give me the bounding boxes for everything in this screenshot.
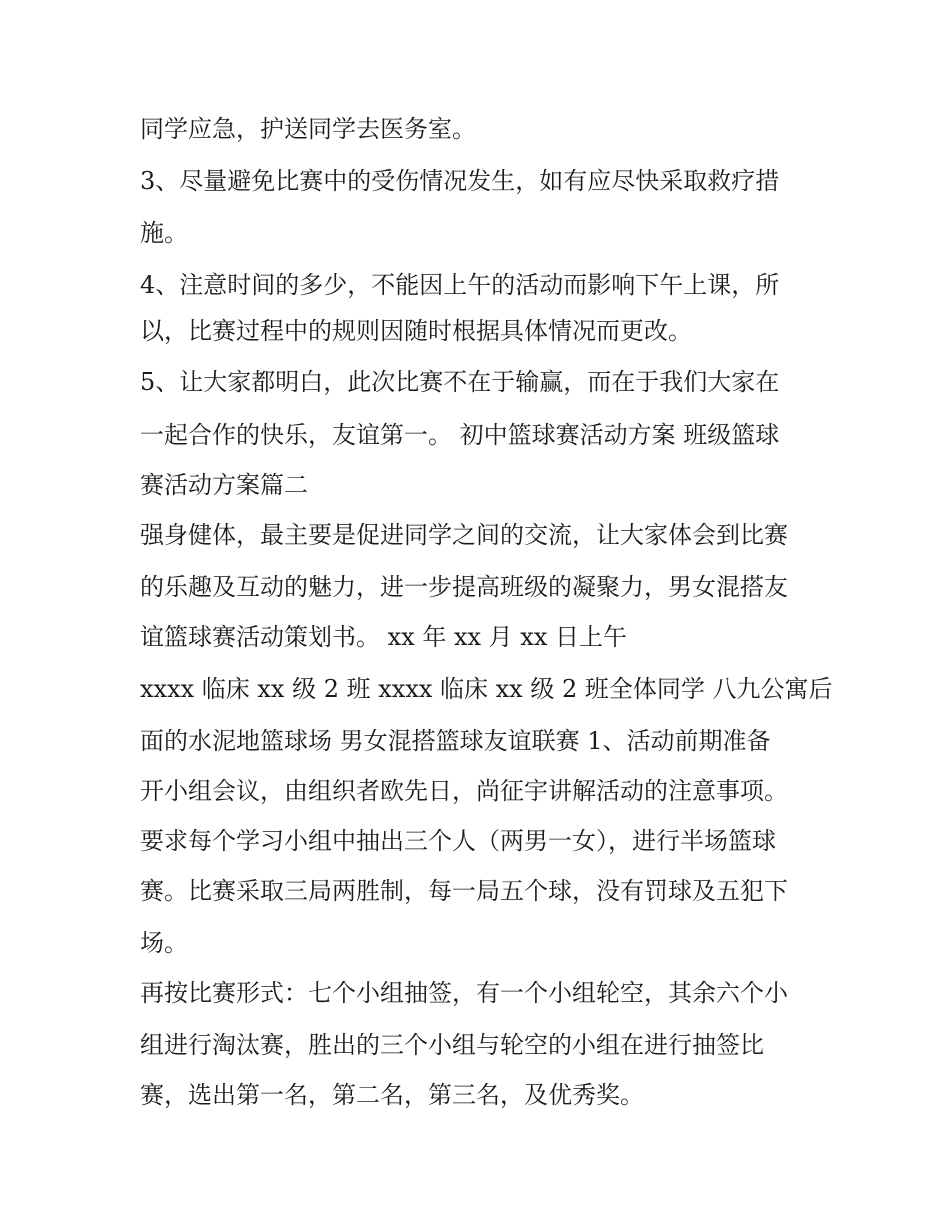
- text-line: 施。: [140, 219, 188, 247]
- text-line: 要求每个学习小组中抽出三个人（两男一女），进行半场篮球: [140, 827, 776, 855]
- text-line: 面的水泥地篮球场 男女混搭篮球友谊联赛 1、活动前期准备: [140, 727, 771, 755]
- text-line: 同学应急，护送同学去医务室。: [140, 115, 476, 143]
- text-line: 赛活动方案篇二: [140, 471, 308, 499]
- text-line: 赛。比赛采取三局两胜制，每一局五个球，没有罚球及五犯下: [140, 877, 788, 905]
- text-line: 3、尽量避免比赛中的受伤情况发生，如有应尽快采取救疗措: [140, 167, 780, 195]
- text-line: 组进行淘汰赛，胜出的三个小组与轮空的小组在进行抽签比: [140, 1031, 764, 1059]
- text-line: 4、注意时间的多少，不能因上午的活动而影响下午上课，所: [140, 271, 780, 299]
- text-line: xxxx 临床 xx 级 2 班 xxxx 临床 xx 级 2 班全体同学 八九公寓后: [140, 675, 833, 703]
- text-line: 开小组会议，由组织者欧先日，尚征宇讲解活动的注意事项。: [140, 777, 788, 805]
- text-line: 谊篮球赛活动策划书。 xx 年 xx 月 xx 日上午: [140, 623, 627, 651]
- text-line: 赛，选出第一名，第二名，第三名，及优秀奖。: [140, 1081, 644, 1109]
- text-line: 的乐趣及互动的魅力，进一步提高班级的凝聚力，男女混搭友: [140, 573, 788, 601]
- text-line: 再按比赛形式：七个小组抽签，有一个小组轮空，其余六个小: [140, 979, 788, 1007]
- text-line: 以，比赛过程中的规则因随时根据具体情况而更改。: [140, 317, 692, 345]
- text-line: 强身健体，最主要是促进同学之间的交流，让大家体会到比赛: [140, 521, 788, 549]
- text-line: 场。: [140, 929, 188, 957]
- text-line: 5、让大家都明白，此次比赛不在于输赢，而在于我们大家在: [140, 368, 780, 396]
- text-line: 一起合作的快乐，友谊第一。 初中篮球赛活动方案 班级篮球: [140, 421, 780, 449]
